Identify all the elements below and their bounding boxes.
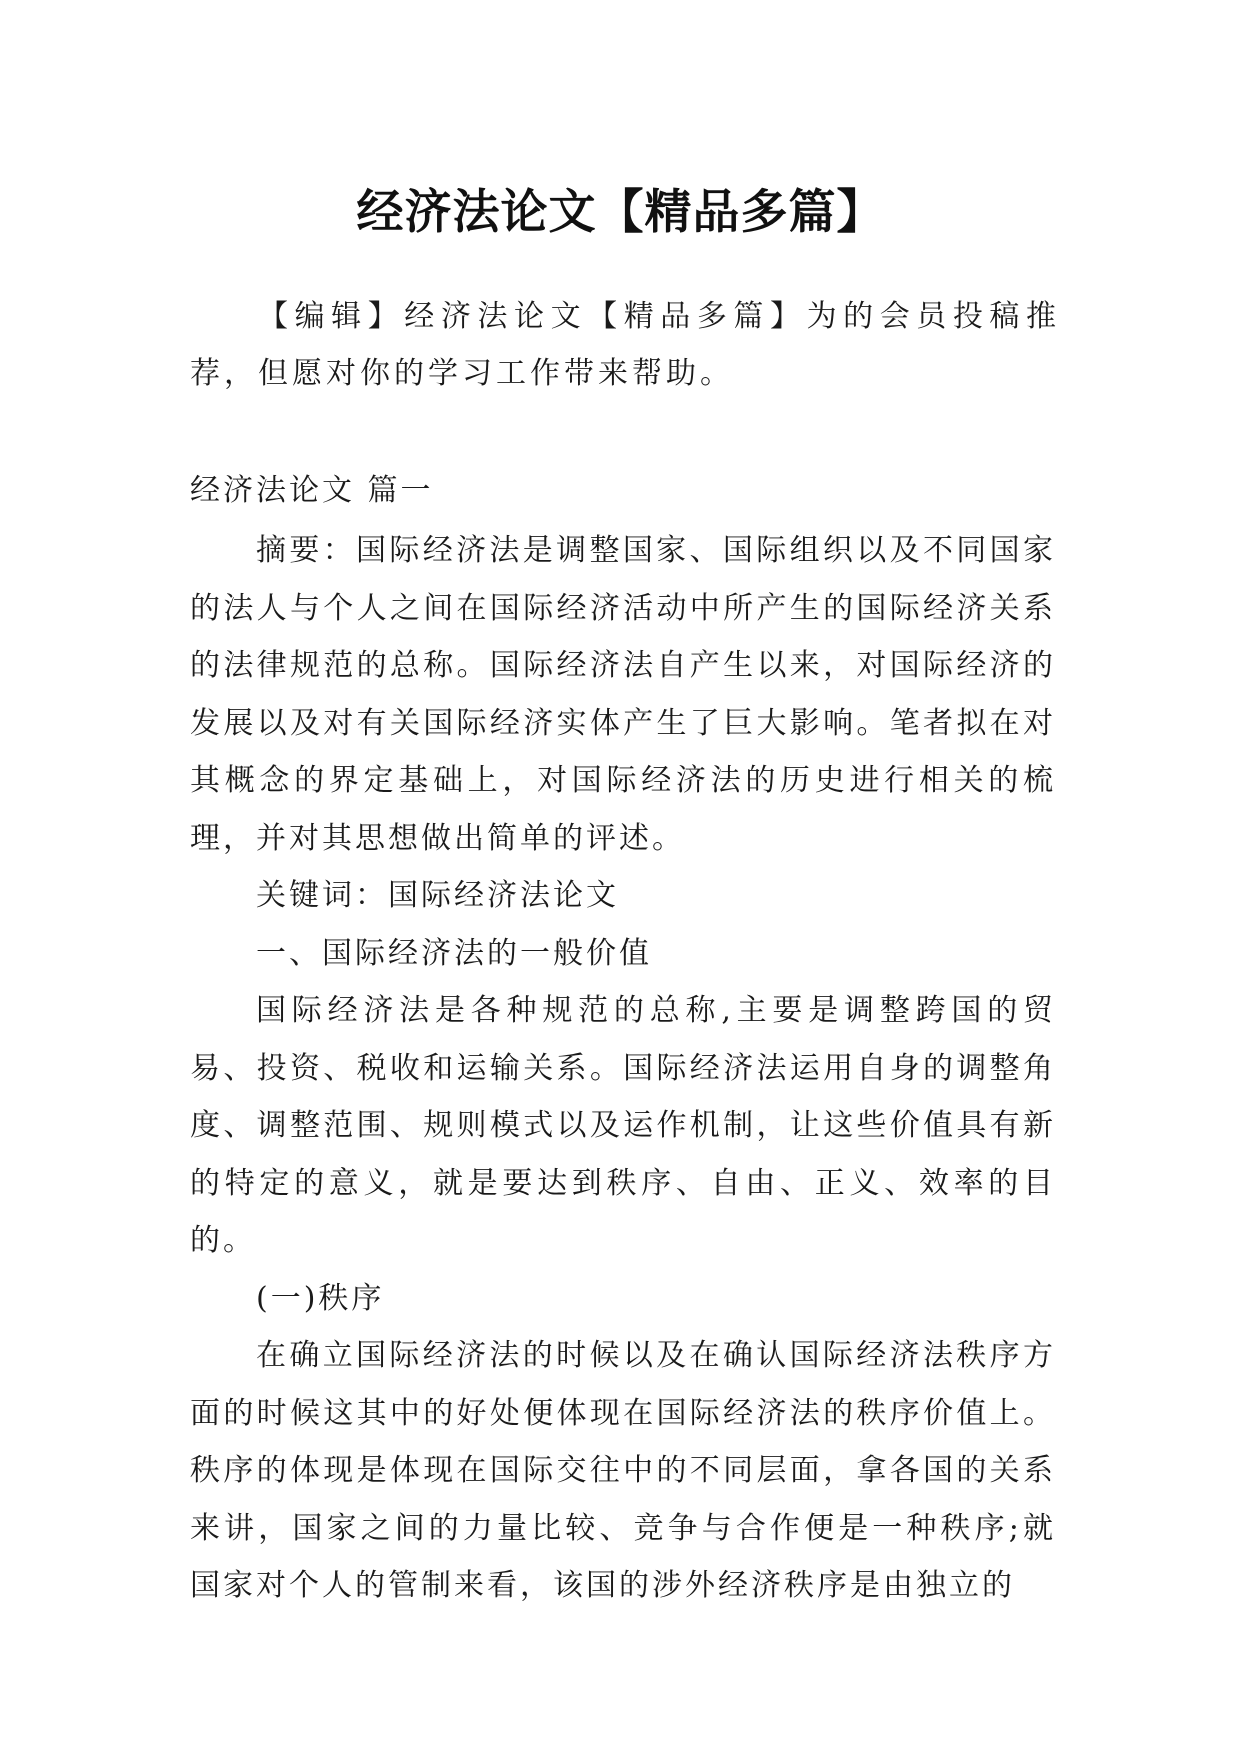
intro-paragraph: 【编辑】经济法论文【精品多篇】为的会员投稿推荐，但愿对你的学习工作带来帮助。 [190,299,1060,391]
abstract-paragraph: 摘要：国际经济法是调整国家、国际组织以及不同国家的法人与个人之间在国际经济活动中所产生的国际经济关系的法律规范的总称。国际经济法自产生以来，对国际经济的发展以及对有关国际经济实体产生了巨大影响。笔者拟在对其概念的界定基础上，对国际经济法的历史进行相关的梳理，并对其思想做出简单的评述。 [190,533,1056,856]
section-heading: 经济法论文 篇一 [190,473,434,508]
subheading-general-value: 一、国际经济法的一般价值 [256,935,652,971]
body-paragraph: 国际经济法是各种规范的总称,主要是调整跨国的贸易、投资、税收和运输关系。国际经济法运用自身的调整角度、调整范围、规则模式以及运作机制，让这些价值具有新的特定的意义，就是要达到秩序、自由、正义、效率的目的。 [190,993,1056,1258]
document-body [190,522,1056,1615]
document-title: 经济法论文【精品多篇】 [356,185,885,241]
body-paragraph: 在确立国际经济法的时候以及在确认国际经济法秩序方面的时候这其中的好处便体现在国际经济法的秩序价值上。秩序的体现是体现在国际交往中的不同层面，拿各国的关系来讲，国家之间的力量比较、竞争与合作便是一种秩序;就国家对个人的管制来看，该国的涉外经济秩序是由独立的 [190,1338,1056,1603]
keywords-paragraph: 关键词：国际经济法论文 [256,878,619,913]
subheading-order: (一)秩序 [256,1280,385,1316]
